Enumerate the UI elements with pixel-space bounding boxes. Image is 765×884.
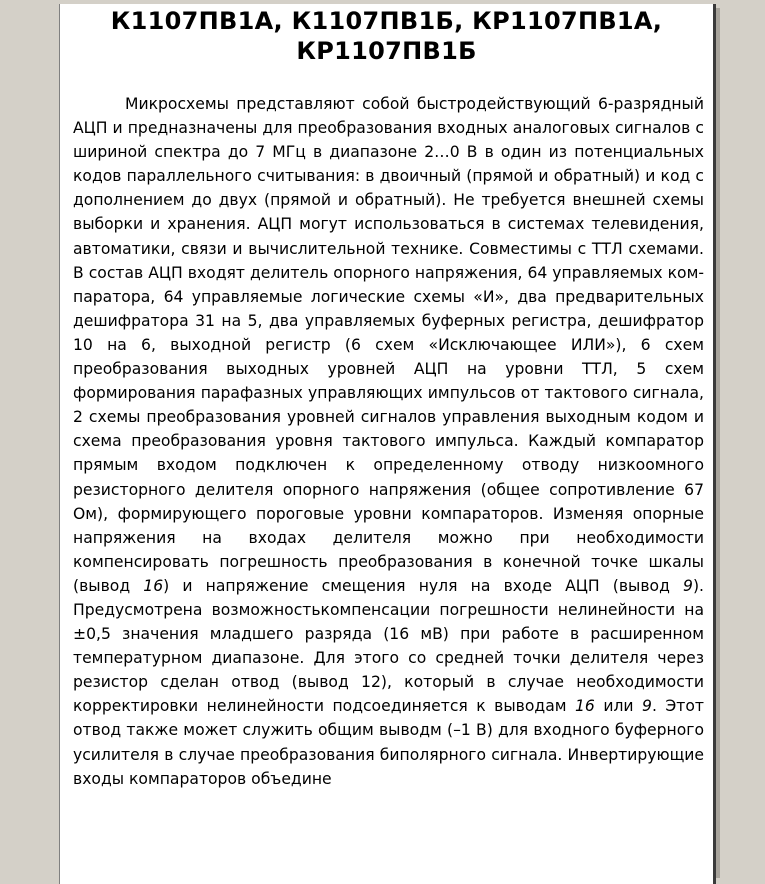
title-line-1: К1107ПВ1А, К1107ПВ1Б, КР1107ПВ1А, — [110, 7, 663, 35]
body-text-segment: или — [594, 697, 643, 716]
title-line-2: КР1107ПВ1Б — [296, 37, 477, 65]
body-text-segment: Микросхемы представляют собой быстродействующий 6-разрядный АЦП и предназначены для преобразования входных аналоговых сигналов с шириной спектра до 7 МГц в диапазоне 2…0 В в один из потенциальных кодов параллельного считывания: в двоичный (прямой и обратный) и код с дополнением до двух (прямой и обратный). Не требуется внешней схемы выборки и хранения. АЦП могут использоваться в системах телевидения, автоматики, связи и вычислительной технике. Совместимы с ТТЛ схемами. В состав АЦП входят делитель опорного напряжения, 64 управляемых компаратора, 64 управляемые логические схемы «И», два предварительных дешифратора 31 на 5, два управляемых буферных регистра, дешифратор 10 на 6, выходной регистр (6 схем «Исключающее ИЛИ»), 6 схем преобразования выходных уровней АЦП на уровни ТТЛ, 5 схем формирования парафазных управляющих импульсов от тактового сигнала, 2 схемы преобразования уровней сигналов управления выходным кодом и схема преобразования уровня тактового импульса. Каждый компаратор прямым входом подключен к определенному отводу низкоомного резисторного делителя опорного напряжения (общее сопротивление 67 Ом), формирующего пороговые уровни компараторов. Изменяя опорные напряжения на входах делителя можно при необходимости компенсировать погрешность преобразования в конечной точке шкалы (вывод — [73, 95, 704, 595]
body-paragraph — [73, 92, 704, 791]
pin-number: 16 — [143, 576, 164, 595]
body-text-segment: ) и напряжение смещения нуля на входе АЦП (вывод — [163, 576, 684, 595]
body-text-segment: . Этот отвод также может служить общим выводм (–1 В) для входного буферного усилителя в случае преобразования биполярного сигнала. Инвертирующие входы компараторов объедине — [73, 697, 704, 788]
document-page — [59, 4, 716, 884]
pin-number: 9 — [683, 576, 693, 595]
page-shadow — [716, 8, 720, 878]
pin-number: 16 — [575, 697, 595, 716]
page-title — [60, 4, 713, 66]
body-text-segment: ). Предусмотрена возможностькомпенсации погрешности нелинейности на ±0,5 значения младшего разряда (16 мВ) при работе в расширенном температурном диапазоне. Для этого со средней точки делителя через резистор сделан отвод (вывод 12), который в случае необходимости корректировки нелинейности подсоединяется к выводам — [73, 576, 705, 716]
pin-number: 9 — [642, 697, 652, 716]
